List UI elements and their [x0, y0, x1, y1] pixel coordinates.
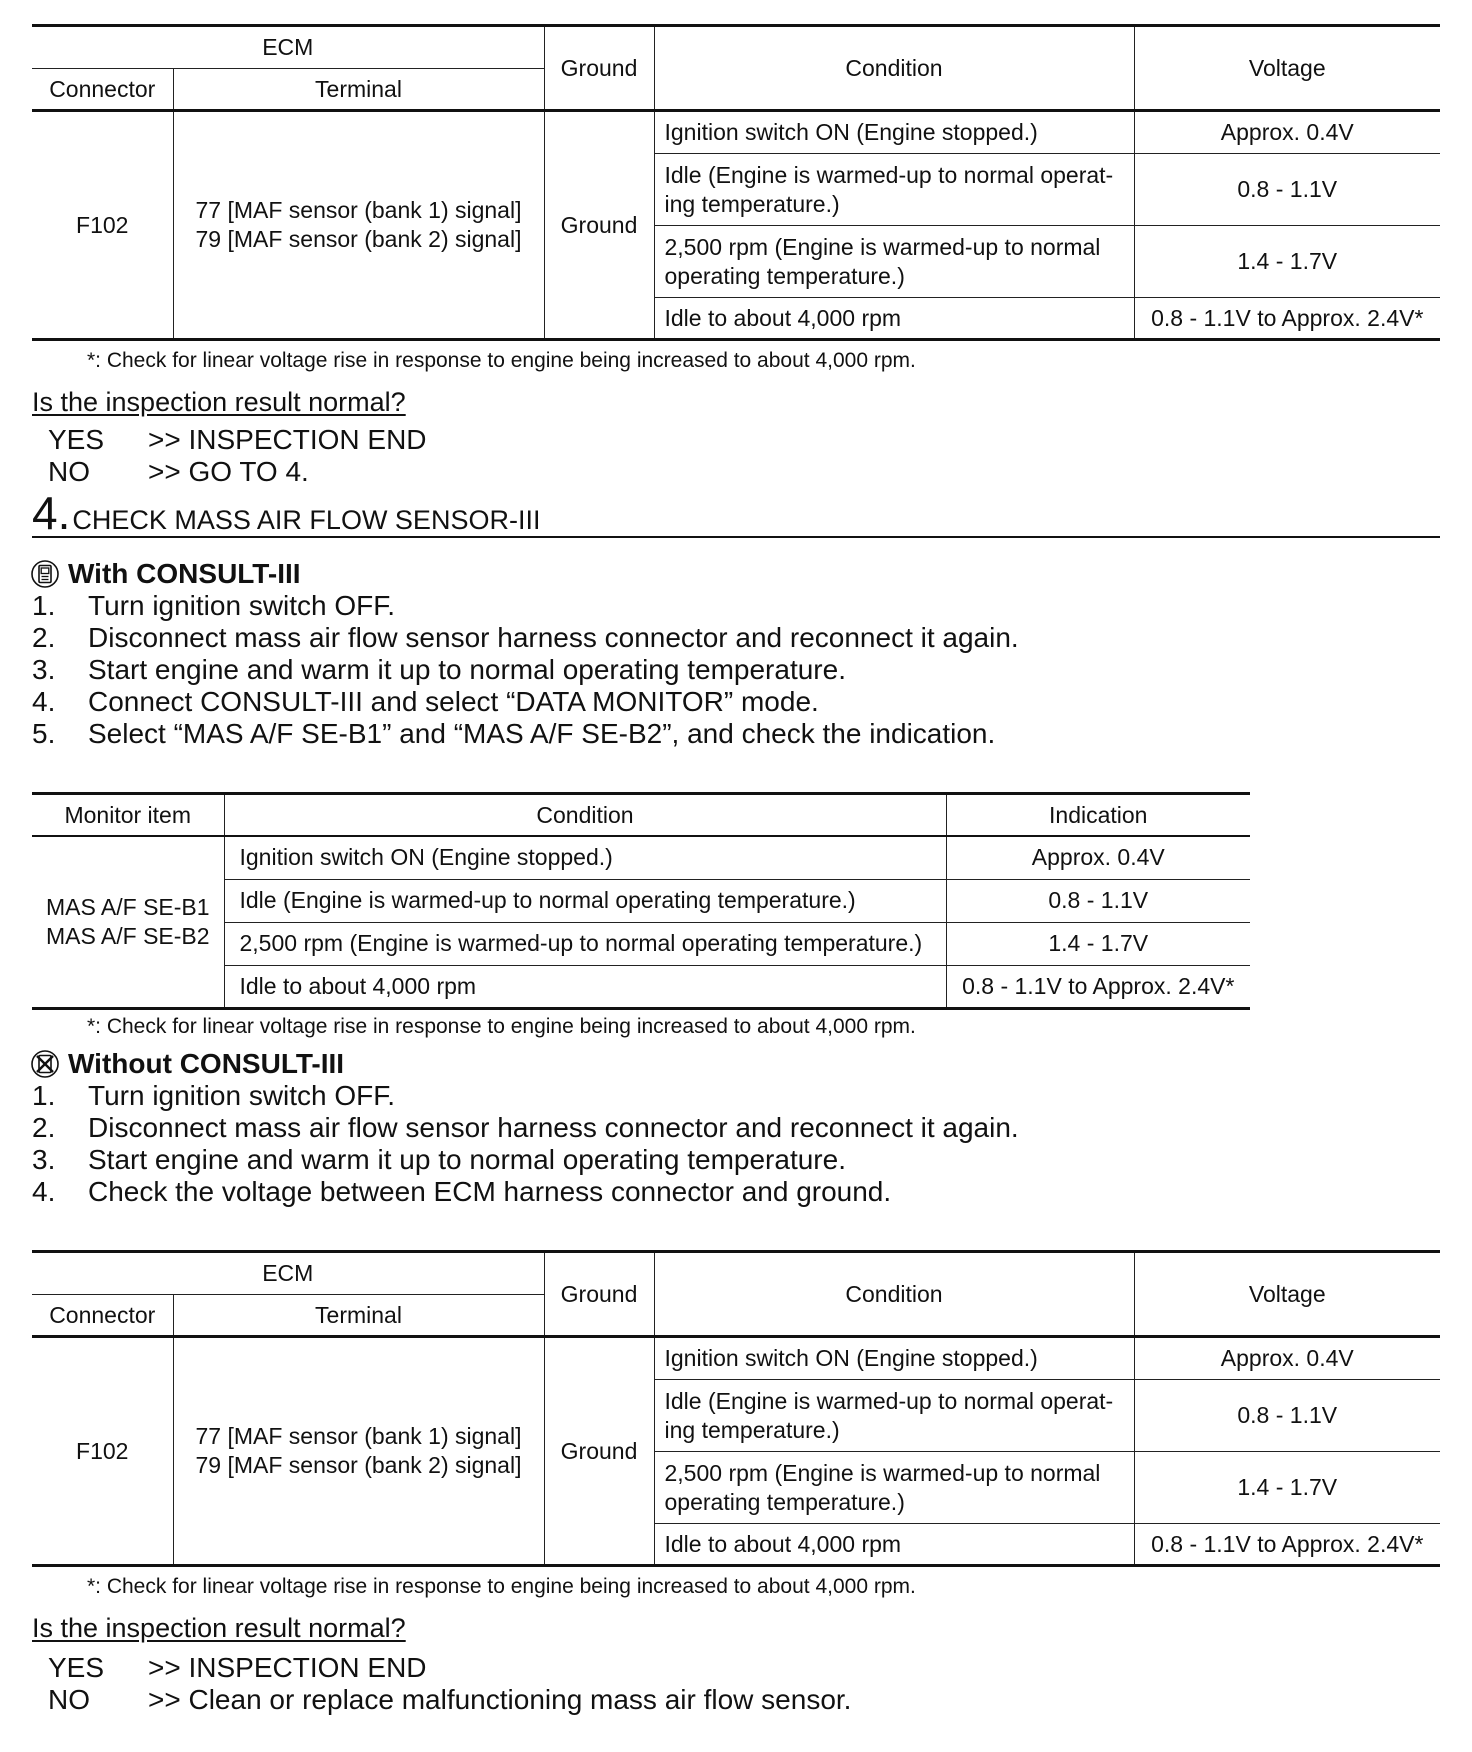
terminal-cell — [173, 111, 544, 340]
step-title: CHECK MASS AIR FLOW SENSOR-III — [72, 505, 541, 535]
condition-cell — [654, 226, 1134, 298]
step-item: 4. Connect CONSULT-III and select “DATA MONITOR” mode. — [32, 686, 819, 717]
header-voltage: Voltage — [1134, 26, 1440, 111]
condition-cell — [654, 1452, 1134, 1524]
answer-text: >> Clean or replace malfunctioning mass air flow sensor. — [148, 1684, 852, 1715]
monitor-item: MAS A/F SE-B1 — [45, 893, 210, 920]
answer-text: >> INSPECTION END — [148, 424, 427, 455]
with-consult-steps — [32, 590, 1019, 750]
voltage-cell: 0.8 - 1.1V to Approx. 2.4V* — [1134, 298, 1440, 340]
with-consult-title: With CONSULT-III — [68, 558, 301, 589]
voltage-cell: Approx. 0.4V — [1134, 1337, 1440, 1380]
answer-key: YES — [48, 1652, 105, 1683]
indication-cell: Approx. 0.4V — [946, 836, 1250, 879]
step-item: 5. Select “MAS A/F SE-B1” and “MAS A/F SE-B2”, and check the indication. — [32, 718, 996, 749]
step-text: Check the voltage between ECM harness connector and ground. — [88, 1176, 892, 1207]
condition-cell: Idle to about 4,000 rpm — [654, 298, 1134, 340]
condition-cell: Idle to about 4,000 rpm — [654, 1524, 1134, 1566]
indication-cell: 0.8 - 1.1V — [946, 879, 1250, 922]
ecm-voltage-table-bottom — [32, 1250, 1440, 1567]
voltage-cell: 1.4 - 1.7V — [1134, 226, 1440, 298]
step-text: Select “MAS A/F SE-B1” and “MAS A/F SE-B2”, and check the indication. — [88, 718, 996, 749]
step-text: Turn ignition switch OFF. — [88, 1080, 396, 1111]
condition-line: ing temperature.) — [664, 190, 840, 217]
step-item: 1. Turn ignition switch OFF. — [32, 1080, 396, 1111]
terminal-line: 77 [MAF sensor (bank 1) signal] — [195, 197, 522, 223]
header-ground: Ground — [544, 26, 654, 111]
terminal-cell — [173, 1337, 544, 1566]
without-consult-heading — [30, 1048, 344, 1080]
step-item: 2. Disconnect mass air flow sensor harness connector and reconnect it again. — [32, 622, 1019, 653]
voltage-cell: 0.8 - 1.1V to Approx. 2.4V* — [1134, 1524, 1440, 1566]
condition-cell: Ignition switch ON (Engine stopped.) — [654, 1337, 1134, 1380]
condition-cell: 2,500 rpm (Engine is warmed-up to normal operating temperature.) — [224, 922, 946, 965]
condition-cell: Idle (Engine is warmed-up to normal operating temperature.) — [224, 879, 946, 922]
voltage-cell: 1.4 - 1.7V — [1134, 1452, 1440, 1524]
inspection-question: Is the inspection result normal? — [32, 387, 406, 417]
condition-cell: Ignition switch ON (Engine stopped.) — [224, 836, 946, 879]
terminal-line: 79 [MAF sensor (bank 2) signal] — [195, 1452, 522, 1478]
header-ground: Ground — [544, 1252, 654, 1337]
condition-line: operating temperature.) — [664, 1488, 905, 1515]
header-condition: Condition — [654, 26, 1134, 111]
footnote: *: Check for linear voltage rise in response to engine being increased to about 4,000 rpm. — [87, 1015, 916, 1038]
answer-no — [48, 1684, 851, 1716]
answer-key: YES — [48, 424, 105, 455]
inspection-question: Is the inspection result normal? — [32, 1613, 406, 1643]
header-terminal: Terminal — [173, 1295, 544, 1337]
header-condition: Condition — [654, 1252, 1134, 1337]
answer-no — [48, 456, 309, 488]
ecm-voltage-table-top — [32, 24, 1440, 341]
step-text: Disconnect mass air flow sensor harness connector and reconnect it again. — [88, 622, 1019, 653]
ground-cell: Ground — [544, 111, 654, 340]
monitor-item-cell — [32, 836, 224, 1008]
header-ecm: ECM — [32, 1252, 544, 1295]
answer-key: NO — [48, 1684, 90, 1715]
condition-line: Idle (Engine is warmed-up to normal operat- — [664, 1387, 1114, 1414]
header-condition: Condition — [224, 794, 946, 837]
connector-cell: F102 — [32, 111, 173, 340]
header-connector: Connector — [32, 1295, 173, 1337]
answer-text: >> INSPECTION END — [148, 1652, 427, 1683]
header-monitor-item: Monitor item — [32, 794, 224, 837]
condition-cell — [654, 1380, 1134, 1452]
condition-cell — [654, 154, 1134, 226]
step-text: Connect CONSULT-III and select “DATA MONITOR” mode. — [88, 686, 819, 717]
indication-cell: 1.4 - 1.7V — [946, 922, 1250, 965]
voltage-cell: 0.8 - 1.1V — [1134, 1380, 1440, 1452]
footnote: *: Check for linear voltage rise in response to engine being increased to about 4,000 rpm. — [87, 349, 916, 372]
header-ecm: ECM — [32, 26, 544, 69]
indication-cell: 0.8 - 1.1V to Approx. 2.4V* — [946, 965, 1250, 1008]
consult-icon — [30, 559, 60, 589]
step-item: 2. Disconnect mass air flow sensor harness connector and reconnect it again. — [32, 1112, 1019, 1143]
without-consult-steps — [32, 1080, 1019, 1208]
ground-cell: Ground — [544, 1337, 654, 1566]
answer-yes — [48, 1652, 427, 1684]
step-text: Start engine and warm it up to normal operating temperature. — [88, 654, 846, 685]
header-terminal: Terminal — [173, 69, 544, 111]
header-indication: Indication — [946, 794, 1250, 837]
with-consult-heading — [30, 558, 301, 590]
step-text: Turn ignition switch OFF. — [88, 590, 396, 621]
step-text: Start engine and warm it up to normal operating temperature. — [88, 1144, 846, 1175]
without-consult-title: Without CONSULT-III — [68, 1048, 345, 1079]
condition-line: operating temperature.) — [664, 262, 905, 289]
voltage-cell: 0.8 - 1.1V — [1134, 154, 1440, 226]
condition-cell: Ignition switch ON (Engine stopped.) — [654, 111, 1134, 154]
terminal-line: 79 [MAF sensor (bank 2) signal] — [195, 226, 522, 252]
step-number: 4 — [32, 487, 58, 539]
answer-yes — [48, 424, 427, 456]
step-text: Disconnect mass air flow sensor harness connector and reconnect it again. — [88, 1112, 1019, 1143]
step-item: 3. Start engine and warm it up to normal operating temperature. — [32, 654, 846, 685]
step-item: 1. Turn ignition switch OFF. — [32, 590, 396, 621]
voltage-cell: Approx. 0.4V — [1134, 111, 1440, 154]
condition-line: 2,500 rpm (Engine is warmed-up to normal — [664, 1459, 1101, 1486]
condition-line: 2,500 rpm (Engine is warmed-up to normal — [664, 233, 1101, 260]
monitor-item: MAS A/F SE-B2 — [45, 922, 210, 949]
condition-cell: Idle to about 4,000 rpm — [224, 965, 946, 1008]
header-connector: Connector — [32, 69, 173, 111]
no-consult-icon — [30, 1049, 60, 1079]
answer-text: >> GO TO 4. — [148, 456, 309, 487]
terminal-line: 77 [MAF sensor (bank 1) signal] — [195, 1423, 522, 1449]
step-item: 4. Check the voltage between ECM harness connector and ground. — [32, 1176, 892, 1207]
data-monitor-table — [32, 792, 1250, 1010]
footnote: *: Check for linear voltage rise in response to engine being increased to about 4,000 rpm. — [87, 1575, 916, 1598]
connector-cell: F102 — [32, 1337, 173, 1566]
step-item: 3. Start engine and warm it up to normal operating temperature. — [32, 1144, 846, 1175]
condition-line: Idle (Engine is warmed-up to normal operat- — [664, 161, 1114, 188]
condition-line: ing temperature.) — [664, 1416, 840, 1443]
step-heading: 4 . CHECK MASS AIR FLOW SENSOR-III — [32, 490, 1440, 538]
answer-key: NO — [48, 456, 90, 487]
header-voltage: Voltage — [1134, 1252, 1440, 1337]
